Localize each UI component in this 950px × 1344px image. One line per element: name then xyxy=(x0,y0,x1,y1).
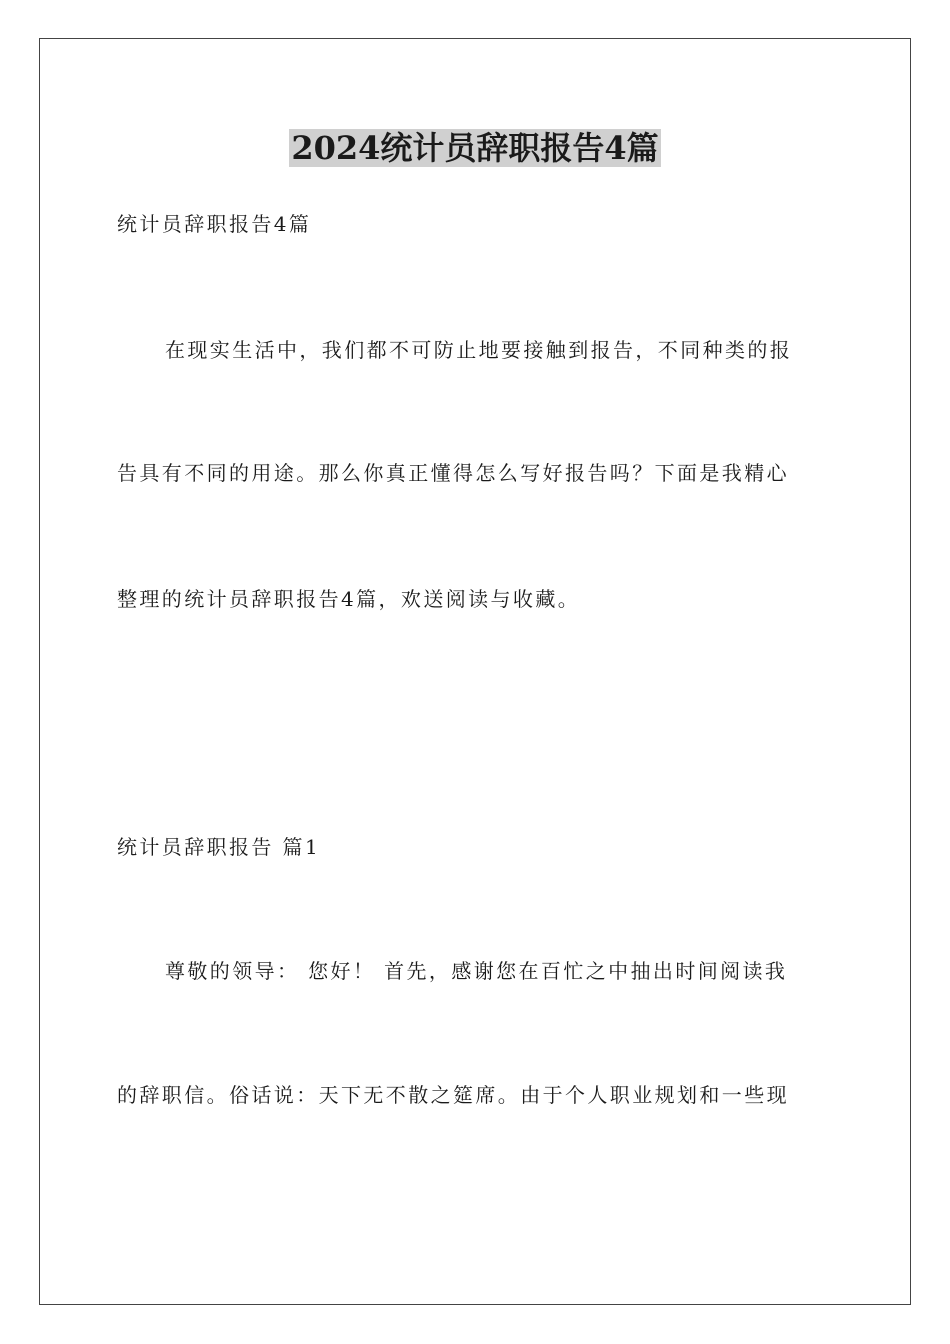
intro-line-3: 整理的统计员辞职报告4篇，欢送阅读与收藏。 xyxy=(117,587,581,611)
document-title xyxy=(0,126,950,170)
intro-line-2: 告具有不同的用途。那么你真正懂得怎么写好报告吗？下面是我精心 xyxy=(117,461,789,485)
section-line-2: 的辞职信。俗话说：天下无不散之筵席。由于个人职业规划和一些现 xyxy=(117,1083,789,1107)
section-line-1: 尊敬的领导： 您好！ 首先，感谢您在百忙之中抽出时间阅读我 xyxy=(165,959,788,983)
document-subtitle: 统计员辞职报告4篇 xyxy=(117,212,312,236)
document-title-text: 2024统计员辞职报告4篇 xyxy=(291,129,659,167)
intro-line-1: 在现实生活中，我们都不可防止地要接触到报告，不同种类的报 xyxy=(165,338,793,362)
section-heading: 统计员辞职报告 篇1 xyxy=(117,835,321,859)
